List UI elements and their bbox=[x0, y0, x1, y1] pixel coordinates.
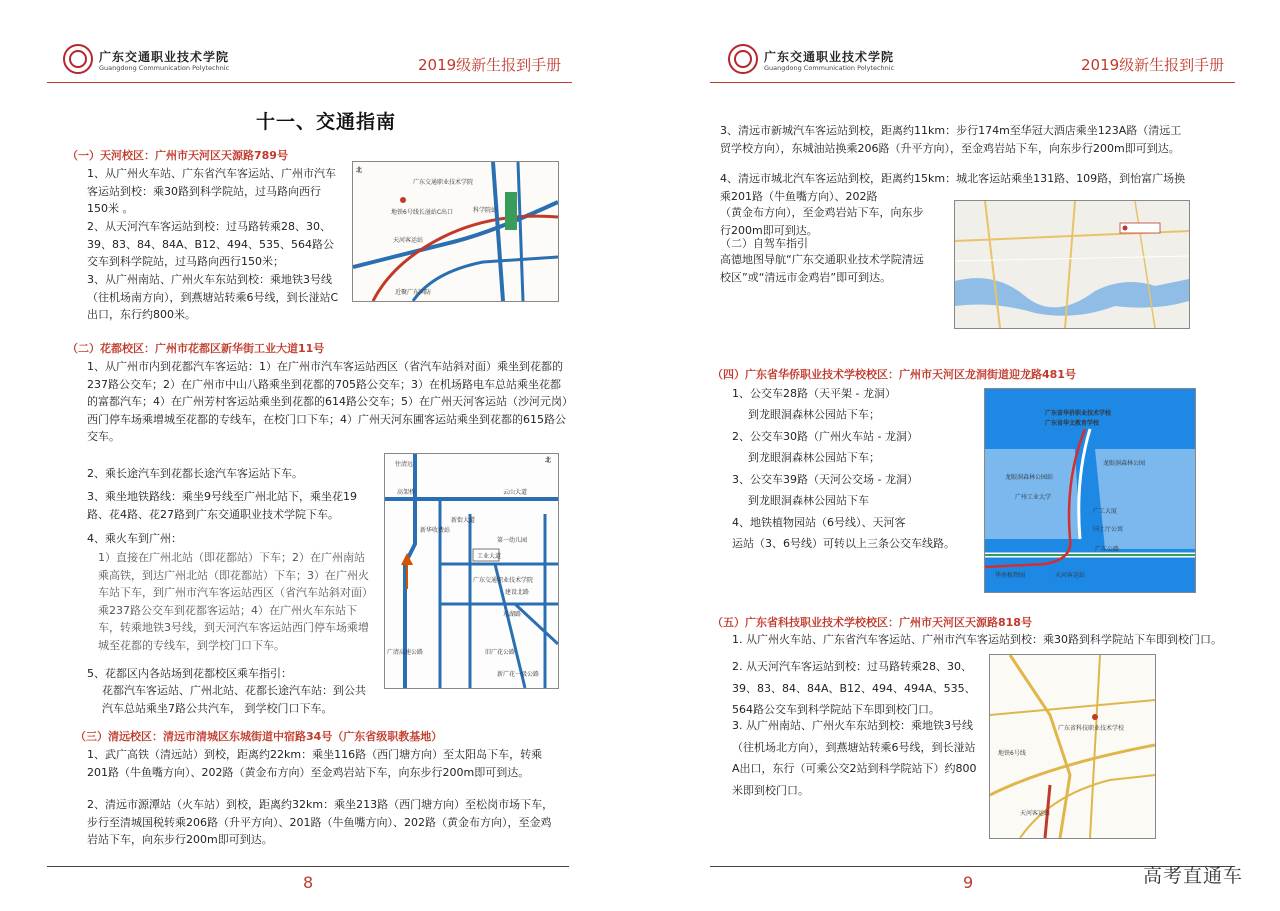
huaqiao-map-label-guotu: 国土厅公寓 bbox=[1093, 526, 1124, 533]
tianhe-heading: （一）天河校区：广州市天河区天源路789号 bbox=[67, 149, 288, 162]
keji-map-label-metro: 地铁6号线 bbox=[998, 750, 1026, 757]
huaqiao-map-label-school1: 广东省华侨职业技术学校 bbox=[1045, 410, 1112, 417]
huaqiao-map bbox=[984, 388, 1196, 593]
huadu-heading: （二）花都校区：广州市花都区新华街工业大道11号 bbox=[67, 342, 325, 355]
huaqiao-line-1: 1、公交车28路（天平架 - 龙洞） bbox=[732, 387, 896, 400]
tianhe-item-1: 1、从广州火车站、广东省汽车客运站、广州市汽车客运站到校：乘30路到科学院站，过马路向西行150米 。 bbox=[87, 167, 336, 216]
qingyuan-map bbox=[954, 200, 1190, 329]
qingyuan-heading: （三）清远校区：清远市清城区东城街道中宿路34号（广东省级职教基地） bbox=[75, 730, 443, 743]
header-rule bbox=[710, 82, 1235, 83]
school-logo bbox=[63, 44, 93, 74]
tianhe-item-2: 2、从天河汽车客运站到校：过马路转乘28、30、39、83、84、84A、B12、494、535、564路公交车到科学院站，过马路向西行150米； bbox=[87, 220, 335, 269]
drive-title: （二）自驾车指引 bbox=[720, 237, 808, 250]
huadu-item-1: 1、从广州市内到花都汽车客运站：1）在广州市汽车客运站西区（省汽车站斜对面）乘坐到花都的237路公交车；2）在广州市中山八路乘坐到花都的705路公交车；3）在机场路电车总站乘坐花都的富都汽车；4）在广州芳村客运站乘坐到花都的614路公交车；5）在广州天河客运站（沙河元岗）西门停车场乘增城至花都的专线车，在校门口下车；4）广州天河东圃客运站乘坐到花都的615路公交车。 bbox=[87, 360, 568, 444]
tianhe-map-label-kexueyuan: 科学院站 bbox=[473, 207, 498, 214]
school-name-cn: 广东交通职业技术学院 bbox=[764, 50, 895, 64]
keji-map bbox=[989, 654, 1156, 839]
watermark: 高考直通车 bbox=[1143, 865, 1244, 887]
huaqiao-line-7: 4、地铁植物园站（6号线）、天河客 bbox=[732, 516, 906, 529]
huadu-map-label-oldroad: 旧广花公路 bbox=[485, 649, 516, 656]
page-number: 8 bbox=[303, 873, 314, 892]
huadu-map-label-donghu: 东湖路 bbox=[503, 611, 522, 618]
page-number: 9 bbox=[963, 873, 974, 892]
huadu-map-label-jianshe: 建设北路 bbox=[505, 589, 530, 596]
qingyuan-p1: 1、武广高铁（清远站）到校，距离约22km：乘坐116路（西门塘方向）至太阳岛下车，转乘201路（牛鱼嘴方向）、202路（黄金布方向）至金鸡岩站下车，向东步行200m即可到达。 bbox=[87, 748, 543, 779]
handbook-title: 2019级新生报到手册 bbox=[418, 56, 562, 74]
huaqiao-map-label-botanic: 华南植物园 bbox=[995, 572, 1026, 579]
keji-map-label-school: 广东省科技职业技术学校 bbox=[1058, 725, 1125, 732]
huaqiao-map-label-parkstop: 龙眼洞森林公园站 bbox=[1005, 474, 1054, 481]
keji-heading: （五）广东省科技职业技术学校校区：广州市天河区天源路818号 bbox=[712, 616, 1032, 629]
huaqiao-line-3: 2、公交车30路（广州火车站 - 龙洞） bbox=[732, 430, 918, 443]
school-name-en: Guangdong Communication Polytechnic bbox=[99, 64, 230, 72]
huadu-item-3: 3、乘坐地铁路线：乘坐9号线至广州北站下，乘坐花19路、花4路、花27路到广东交通职业技术学院下车。 bbox=[87, 490, 357, 521]
huadu-map-label-kindergarten: 第一幼儿园 bbox=[497, 537, 528, 544]
huaqiao-line-4: 到龙眼洞森林公园站下车； bbox=[748, 451, 880, 464]
tianhe-map-label-bus: 天河客运站 bbox=[393, 237, 424, 244]
header-rule bbox=[47, 82, 572, 83]
huaqiao-map-label-park: 龙眼洞森林公园 bbox=[1103, 460, 1146, 467]
huaqiao-map-label-gonggong: 广工大厦 bbox=[1093, 508, 1118, 515]
huadu-item-4-title: 4、乘火车到广州： bbox=[87, 532, 182, 545]
keji-item-3: 3. 从广州南站、广州火车东站到校：乘地铁3号线（往机场北方向），到燕塘站转乘6号线，到长湴站A出口，东行（可乘公交2站到科学院站下）约800米即到校门口。 bbox=[732, 719, 977, 797]
huadu-map-label-bridge: 高架桥 bbox=[397, 489, 416, 496]
huadu-map-label-school: 广东交通职业技术学院 bbox=[473, 577, 534, 584]
huadu-map-label-qingyuan: 往清远 bbox=[395, 461, 414, 468]
huaqiao-line-2: 到龙眼洞森林公园站下车； bbox=[748, 408, 880, 421]
huaqiao-line-5: 3、公交车39路（天河公交场 - 龙洞） bbox=[732, 473, 918, 486]
huaqiao-map-label-tianhe: 天河客运站 bbox=[1055, 572, 1086, 579]
huadu-item-4-detail: 1）直接在广州北站（即花都站）下车；2）在广州南站乘高铁，到达广州北站（即花都站）下车；3）在广州火车站下车，到广州市汽车客运站西区（省汽车站斜对面）乘237路公交车到花都客运站；4）在广州火车东站下车，转乘地铁3号线，到天河汽车客运站西门停车场乘增城至花都的专线车，到学校门口下车。 bbox=[98, 551, 373, 652]
huadu-map-label-yunshan: 云山大道 bbox=[503, 489, 528, 496]
qingyuan-p3: 3、清远市新城汽车客运站到校，距离约11km：步行174m至华冠大酒店乘坐123A路（清远工贸学校方向），东城油站换乘206路（升平方向），至金鸡岩站下车，向东步行200m即可到达。 bbox=[720, 124, 1182, 155]
huadu-map-label-xinjie: 新街大道 bbox=[451, 517, 476, 524]
qingyuan-p2: 2、清远市源潭站（火车站）到校，距离约32km：乘坐213路（西门塘方向）至松岗市场下车，步行至清城国税转乘206路（升平方向）、201路（牛鱼嘴方向）、202路（黄金布方向），至金鸡岩站下车，向东步行200m即可到达。 bbox=[87, 798, 554, 847]
huadu-item-5-title: 5、花都区内各站场到花都校区乘车指引： bbox=[87, 667, 292, 680]
huadu-map bbox=[384, 453, 559, 689]
page-right bbox=[640, 0, 1280, 911]
svg-text:北: 北 bbox=[356, 167, 363, 174]
school-logo bbox=[728, 44, 758, 74]
keji-map-label-bus: 天河客运站 bbox=[1020, 810, 1051, 817]
school-name-en: Guangdong Communication Polytechnic bbox=[764, 64, 895, 72]
huaqiao-map-label-school2: 广东省华文教育学校 bbox=[1045, 420, 1100, 427]
tianhe-map-label-defense: 近聚广东国防 bbox=[395, 289, 432, 296]
huadu-item-5-detail: 花都汽车客运站、广州北站、花都长途汽车站：到公共汽车总站乘坐7路公共汽车， 到学校门口下车。 bbox=[102, 684, 366, 715]
school-name-cn: 广东交通职业技术学院 bbox=[99, 50, 230, 64]
tianhe-map-label-metro: 地铁6号线长湴站C出口 bbox=[391, 209, 454, 216]
huaqiao-heading: （四）广东省华侨职业技术学校校区：广州市天河区龙洞街道迎龙路481号 bbox=[712, 368, 1076, 381]
handbook-title: 2019级新生报到手册 bbox=[1081, 56, 1225, 74]
drive-text: 高德地图导航“广东交通职业技术学院清远校区”或“清远市金鸡岩”即可到达。 bbox=[720, 253, 924, 284]
tianhe-map-label-school: 广东交通职业技术学院 bbox=[413, 179, 474, 186]
section-title: 十一、交通指南 bbox=[256, 111, 397, 133]
qingyuan-p4b: （黄金布方向），至金鸡岩站下车，向东步行200m即可到达。 bbox=[720, 206, 924, 237]
huaqiao-map-label-road: 广东公路 bbox=[1095, 546, 1120, 553]
huadu-map-label-expressway: 广清高速公路 bbox=[387, 649, 424, 656]
footer-rule bbox=[47, 866, 569, 867]
huadu-item-2: 2、乘长途汽车到花都长途汽车客运站下车。 bbox=[87, 467, 303, 480]
svg-text:北: 北 bbox=[545, 457, 552, 464]
qingyuan-p4a: 4、清远市城北汽车客运站到校，距离约15km：城北客运站乘坐131路、109路，到怡富广场换乘201路（牛鱼嘴方向）、202路 bbox=[720, 172, 1186, 203]
tianhe-item-3: 3、从广州南站、广州火车东站到校：乘地铁3号线（往机场南方向），到燕塘站转乘6号线，到长湴站C出口，东行约800米。 bbox=[87, 273, 339, 322]
keji-item-2: 2. 从天河汽车客运站到校：过马路转乘28、30、39、83、84、84A、B12、494、494A、535、564路公交车到科学院站下车即到校门口。 bbox=[732, 660, 976, 716]
huadu-map-label-newroad: 新广花一级公路 bbox=[497, 671, 540, 678]
tianhe-map bbox=[352, 161, 559, 302]
huadu-map-label-toll: 新华收费站 bbox=[420, 527, 451, 534]
huaqiao-map-label-gdut: 广州工业大学 bbox=[1015, 494, 1052, 501]
huaqiao-line-8: 运站（3、6号线）可转以上三条公交车线路。 bbox=[732, 537, 955, 550]
huaqiao-line-6: 到龙眼洞森林公园站下车 bbox=[748, 494, 869, 507]
huadu-map-label-gongye: 工业大道 bbox=[477, 553, 502, 560]
keji-item-1: 1. 从广州火车站、广东省汽车客运站、广州市汽车客运站到校：乘30路到科学院站下车即到校门口。 bbox=[732, 633, 1222, 646]
